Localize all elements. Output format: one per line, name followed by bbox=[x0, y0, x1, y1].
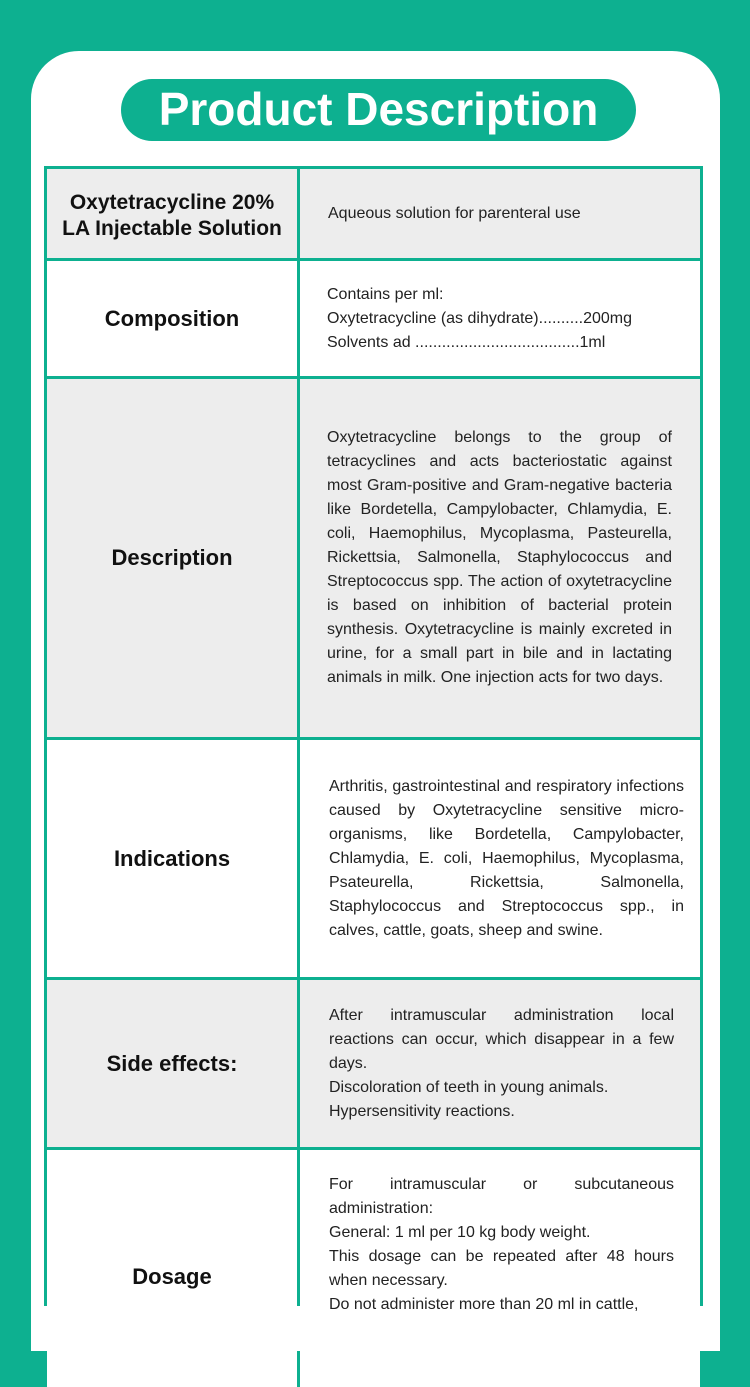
page-title: Product Description bbox=[121, 79, 636, 141]
row-label-side-effects: Side effects: bbox=[106, 1050, 238, 1076]
product-form-text: Aqueous solution for parenteral use bbox=[328, 204, 581, 222]
row-label-cell bbox=[47, 261, 297, 376]
table-row-side-effects bbox=[44, 977, 703, 1147]
indications-text: Arthritis, gastrointestinal and respiratory infections caused by Oxytetracycline sensitive micro-organisms, like Bordetella, Campylobacter, Chlamydia, E. coli, Haemophilus, Mycoplasma, Psateurella, Rickettsia, Salmonella, Staphylococcus and Streptococcus spp., in calves, cattle, goats, sheep and swine. bbox=[329, 777, 684, 939]
row-label-cell bbox=[47, 740, 297, 977]
table-row-indications bbox=[44, 737, 703, 977]
dosage-text: For intramuscular or subcutaneous administration: General: 1 ml per 10 kg body weight. This dosage can be repeated after 48 hours when necessary. Do not administer more than 20 ml in cattle, bbox=[329, 1176, 674, 1313]
row-label-cell bbox=[47, 1150, 297, 1387]
row-value-cell bbox=[300, 261, 700, 376]
row-label-cell bbox=[47, 379, 297, 737]
table-row-product bbox=[44, 166, 703, 258]
side-effects-text: After intramuscular administration local reactions can occur, which disappear in a few days. Discoloration of teeth in young animals. Hypersensitivity reactions. bbox=[329, 1006, 674, 1120]
row-label-composition: Composition bbox=[104, 305, 240, 331]
row-value-cell bbox=[300, 379, 700, 737]
row-label-description: Description bbox=[111, 545, 233, 570]
description-text: Oxytetracycline belongs to the group of tetracyclines and acts bacteriostatic against most Gram-positive and Gram-negative bacteria like Bordetella, Campylobacter, Chlamydia, E. coli, Haemophilus, Mycoplasma, Pasteurella, Rickettsia, Salmonella, Staphylococcus and Streptococcus spp. The action of oxytetracycline is based on inhibition of bacterial protein synthesis. Oxytetracycline is mainly excreted in urine, for a small part in bile and in lactating animals in milk. One injection acts for two days. bbox=[327, 429, 672, 686]
row-label-dosage: Dosage bbox=[132, 1264, 212, 1289]
composition-text: Contains per ml: Oxytetracycline (as dihydrate)..........200mg Solvents ad .....................................1ml bbox=[327, 285, 633, 351]
row-value-cell bbox=[300, 980, 700, 1147]
table-row-description bbox=[44, 376, 703, 737]
row-label-indications: Indications bbox=[113, 845, 231, 871]
row-label-product: Oxytetracycline 20% LA Injectable Solution bbox=[62, 190, 282, 240]
product-table bbox=[44, 166, 703, 1313]
row-label-cell bbox=[47, 980, 297, 1147]
row-value-cell bbox=[300, 169, 700, 258]
table-row-dosage bbox=[44, 1147, 703, 1387]
row-label-cell bbox=[47, 169, 297, 258]
table-row-composition bbox=[44, 258, 703, 376]
row-value-cell bbox=[300, 1150, 700, 1387]
row-value-cell bbox=[300, 740, 700, 977]
